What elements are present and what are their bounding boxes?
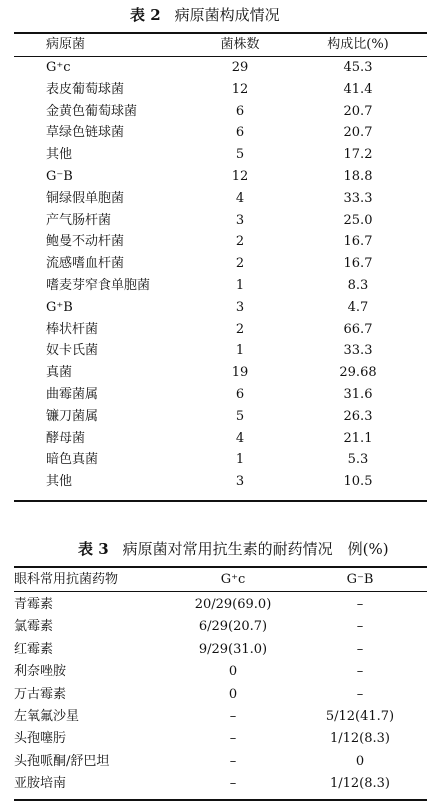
table2-title-text: 病原菌构成情况 [174, 6, 280, 24]
table3-row-cell: – [356, 597, 364, 612]
table2-row-cell: 3 [235, 212, 245, 228]
table2-row-cell: 29.68 [339, 365, 377, 381]
table3-row-cell: 红霉素 [14, 641, 54, 657]
table3-row-cell: 头孢噻肟 [14, 731, 67, 747]
table2-row-cell: 18.8 [343, 169, 373, 184]
table3-title [78, 540, 389, 558]
table2-row-cell: 41.4 [343, 81, 373, 97]
table2-row-cell: 29 [231, 60, 249, 75]
table2-header-rule [14, 56, 427, 57]
table2-row-cell: 5 [235, 147, 245, 163]
table3-row-cell: 1/12(8.3) [329, 776, 390, 792]
table2-row-cell: 铜绿假单胞菌 [46, 190, 125, 206]
table3-row-cell: – [356, 664, 364, 680]
table2-row-cell: 2 [235, 321, 245, 337]
table3-row-cell: 5/12(41.7) [325, 709, 395, 724]
table2-row-cell: G⁺B [46, 299, 73, 315]
table2-row-cell: G⁺c [46, 60, 71, 75]
table2-row-cell: 流感嗜血杆菌 [46, 256, 125, 272]
table2-header-ratio: 构成比(%) [327, 37, 389, 52]
table3-row-cell: 1/12(8.3) [329, 731, 390, 747]
table2-row-cell: G⁻B [46, 169, 73, 184]
table2-row-cell: 曲霉菌属 [46, 387, 99, 402]
table2-row-cell: 4.7 [347, 299, 369, 315]
table2-row-cell: 奴卡氏菌 [46, 343, 99, 359]
table3-row-cell: 0 [228, 686, 238, 702]
table2-row-cell: 4 [235, 430, 245, 446]
table2-row-cell: 1 [235, 343, 245, 359]
table3-row-cell: – [229, 731, 237, 747]
table2-row-cell: 其他 [46, 147, 73, 163]
table2-header-count: 菌株数 [220, 37, 260, 52]
table2-top-rule [14, 32, 427, 34]
table3-row-cell: 青霉素 [14, 597, 54, 612]
table3-row-cell: 利奈唑胺 [14, 664, 67, 680]
table2-row-cell: 33.3 [343, 343, 373, 359]
table2-row-cell: 1 [235, 278, 245, 293]
table2-row-cell: 16.7 [343, 234, 373, 250]
table2-row-cell: 10.5 [343, 474, 373, 490]
table2-bottom-rule [14, 500, 427, 502]
table2-row-cell: 25.0 [343, 212, 373, 228]
table2-row-cell: 1 [235, 452, 245, 468]
table2-row-cell: 12 [231, 169, 249, 184]
table2-row-cell: 棒状杆菌 [46, 321, 99, 337]
table2-title [130, 6, 280, 24]
table2-row-cell: 6 [235, 103, 245, 119]
table3-row-cell: 亚胺培南 [14, 776, 67, 792]
table2-row-cell: 3 [235, 474, 245, 490]
table2-row-cell: 33.3 [343, 190, 373, 206]
table2-row-cell: 产气肠杆菌 [46, 212, 112, 228]
table2-row-cell: 4 [235, 190, 245, 206]
table3-row-cell: – [356, 641, 364, 657]
table3-row-cell: 6/29(20.7) [198, 619, 268, 635]
table3-row-cell: 0 [228, 664, 238, 680]
table2-row-cell: 5 [235, 408, 245, 424]
table2-row-cell: 酵母菌 [46, 430, 86, 446]
table2-row-cell: 19 [231, 365, 249, 381]
table2-row-cell: 20.7 [343, 125, 373, 141]
table2-row-cell: 镰刀菌属 [46, 408, 99, 424]
table3-row-cell: – [356, 686, 364, 702]
table3-bottom-rule [14, 799, 427, 801]
table3-row-cell: – [229, 753, 237, 769]
table2-row-cell: 6 [235, 125, 245, 141]
table2-header-pathogen: 病原菌 [46, 37, 86, 52]
table3-header-gnb: G⁻B [346, 572, 374, 587]
table2-row-cell: 金黄色葡萄球菌 [46, 103, 138, 119]
table3-row-cell: – [356, 619, 364, 635]
table3-number: 表 3 [78, 540, 109, 558]
table2-row-cell: 17.2 [343, 147, 373, 163]
table2-row-cell: 嗜麦芽窄食单胞菌 [46, 278, 151, 293]
table3-row-cell: 氯霉素 [14, 619, 54, 635]
table2-row-cell: 草绿色链球菌 [46, 125, 125, 141]
table3-header-gpc: G⁺c [220, 572, 246, 587]
table2-row-cell: 45.3 [343, 60, 373, 75]
table3-row-cell: 头孢哌酮/舒巴坦 [14, 753, 110, 769]
table2-row-cell: 21.1 [343, 430, 373, 446]
table2-row-cell: 暗色真菌 [46, 452, 99, 468]
table2-number: 表 2 [130, 6, 161, 24]
table2-row-cell: 真菌 [46, 365, 73, 381]
table3-top-rule [14, 566, 427, 568]
table2-row-cell: 其他 [46, 474, 73, 490]
table2-row-cell: 6 [235, 387, 245, 402]
table2-row-cell: 5.3 [347, 452, 369, 468]
table2-row-cell: 鲍曼不动杆菌 [46, 234, 125, 250]
table2-row-cell: 20.7 [343, 103, 373, 119]
table3-row-cell: 20/29(69.0) [194, 597, 272, 612]
table3-row-cell: 9/29(31.0) [198, 641, 268, 657]
table3-title-text: 病原菌对常用抗生素的耐药情况 例(%) [122, 540, 389, 558]
table3-row-cell: 左氧氟沙星 [14, 709, 80, 724]
table3-row-cell: 万古霉素 [14, 686, 67, 702]
table3-row-cell: 0 [355, 753, 365, 769]
table3-header-rule [14, 591, 427, 592]
table2-row-cell: 2 [235, 256, 245, 272]
table3-row-cell: – [229, 709, 237, 724]
table3-row-cell: – [229, 776, 237, 792]
table2-row-cell: 31.6 [343, 387, 373, 402]
table2-row-cell: 3 [235, 299, 245, 315]
table2-row-cell: 26.3 [343, 408, 373, 424]
table3-header-drug: 眼科常用抗菌药物 [14, 572, 119, 587]
table2-row-cell: 16.7 [343, 256, 373, 272]
table2-row-cell: 2 [235, 234, 245, 250]
table2-row-cell: 8.3 [347, 278, 369, 293]
table2-row-cell: 表皮葡萄球菌 [46, 81, 125, 97]
table2-row-cell: 12 [231, 81, 249, 97]
table2-row-cell: 66.7 [343, 321, 373, 337]
